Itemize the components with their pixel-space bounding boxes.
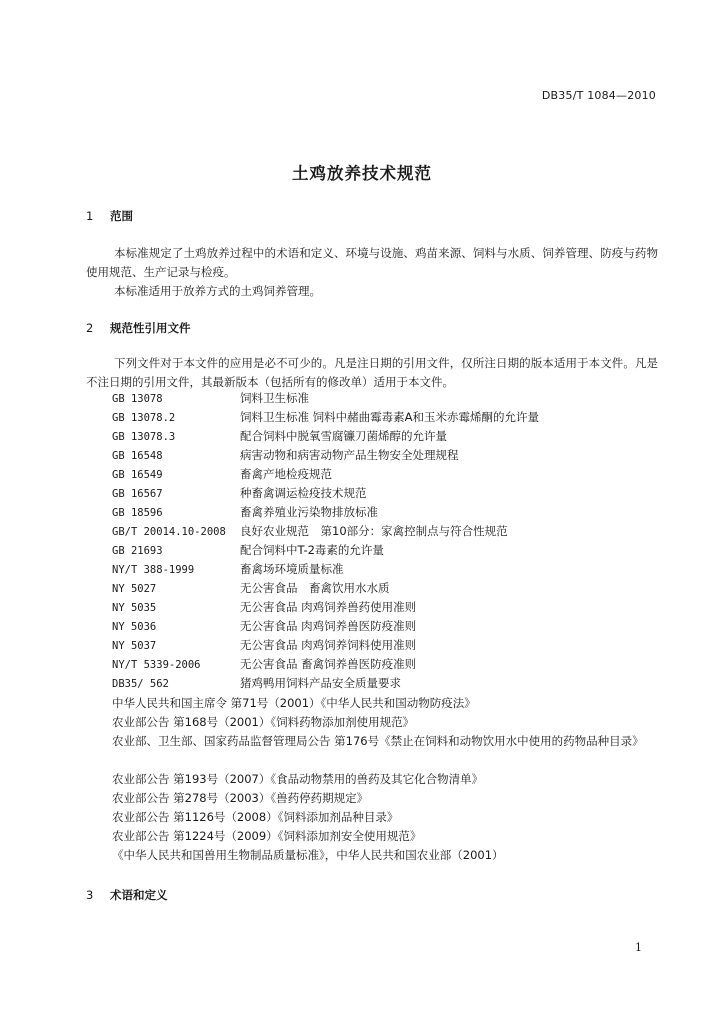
section-1-heading [86, 208, 133, 224]
reference-title: 猪鸡鸭用饲料产品安全质量要求 [240, 676, 401, 690]
reference-extra-line: 中华人民共和国主席令 第71号（2001）《中华人民共和国动物防疫法》 [112, 696, 476, 710]
reference-code: NY/T 5339-2006 [112, 659, 201, 671]
reference-row [86, 617, 658, 636]
section-title: 术语和定义 [110, 888, 168, 902]
scope-paragraph-1: 本标准规定了土鸡放养过程中的术语和定义、环境与设施、鸡苗来源、饲料与水质、饲养管理、防疫与药物使用规范、生产记录与检疫。 [86, 246, 658, 279]
document-title: 土鸡放养技术规范 [292, 164, 432, 183]
reference-title: 无公害食品 肉鸡饲养兽药使用准则 [240, 600, 417, 614]
reference-extra-line: 农业部公告 第278号（2003）《兽药停药期规定》 [112, 791, 369, 805]
reference-code: GB 18596 [112, 507, 163, 519]
reference-code: GB 16548 [112, 450, 163, 462]
standard-code: DB35/T 1084—2010 [541, 89, 656, 102]
reference-extra-line: 农业部公告 第168号（2001）《饲料药物添加剂使用规范》 [112, 715, 415, 729]
reference-code: NY 5037 [112, 640, 157, 652]
reference-row [86, 465, 658, 484]
reference-title: 无公害食品 肉鸡饲养饲料使用准则 [240, 638, 417, 652]
normative-intro: 下列文件对于本文件的应用是必不可少的。凡是注日期的引用文件，仅所注日期的版本适用于本文件。凡是不注日期的引用文件，其最新版本（包括所有的修改单）适用于本文件。 [86, 356, 658, 389]
reference-row [86, 484, 658, 503]
reference-code: GB 16549 [112, 469, 163, 481]
reference-title: 无公害食品 畜禽饮用水水质 [240, 581, 390, 595]
section-3-heading [86, 887, 168, 903]
reference-title: 饲料卫生标准 饲料中赭曲霉毒素A和玉米赤霉烯酮的允许量 [240, 410, 540, 424]
reference-title: 畜禽产地检疫规范 [240, 467, 332, 481]
page-number: 1 [635, 941, 642, 954]
reference-row [86, 408, 658, 427]
reference-code: GB 13078.2 [112, 412, 176, 424]
section-title: 范围 [110, 209, 134, 223]
reference-code: GB 16567 [112, 488, 163, 500]
reference-code: GB 13078 [112, 393, 163, 405]
reference-row [86, 446, 658, 465]
section-2-heading [86, 320, 191, 336]
reference-extra-line: 农业部公告 第1224号（2009）《饲料添加剂安全使用规范》 [112, 829, 422, 843]
reference-row [86, 541, 658, 560]
reference-title: 良好农业规范 第10部分：家禽控制点与符合性规范 [240, 524, 508, 538]
reference-title: 配合饲料中T-2毒素的允许量 [240, 543, 384, 557]
reference-title: 病害动物和病害动物产品生物安全处理规程 [240, 448, 459, 462]
section-number: 1 [86, 209, 94, 223]
reference-title: 种畜禽调运检疫技术规范 [240, 486, 367, 500]
reference-code: GB 13078.3 [112, 431, 176, 443]
reference-row [86, 636, 658, 655]
reference-row [86, 503, 658, 522]
reference-code: GB 21693 [112, 545, 163, 557]
reference-code: NY 5036 [112, 621, 157, 633]
reference-row [86, 522, 658, 541]
reference-title: 无公害食品 畜禽饲养兽医防疫准则 [240, 657, 417, 671]
section-title: 规范性引用文件 [110, 321, 191, 335]
reference-code: DB35/ 562 [112, 678, 169, 690]
reference-row [86, 579, 658, 598]
reference-row [86, 674, 658, 693]
reference-row [86, 389, 658, 408]
reference-title: 畜禽场环境质量标准 [240, 562, 344, 576]
reference-title: 畜禽养殖业污染物排放标准 [240, 505, 378, 519]
reference-row [86, 560, 658, 579]
scope-paragraph-2: 本标准适用于放养方式的土鸡饲养管理。 [114, 284, 321, 298]
reference-row [86, 655, 658, 674]
reference-code: GB/T 20014.10-2008 [112, 526, 226, 538]
reference-code: NY 5027 [112, 583, 157, 595]
reference-extra-line: 农业部、卫生部、国家药品监督管理局公告 第176号《禁止在饲料和动物饮用水中使用的药物品种目录》 [112, 734, 644, 748]
reference-extra-line: 农业部公告 第1126号（2008）《饲料添加剂品种目录》 [112, 810, 399, 824]
reference-extra-line: 《中华人民共和国兽用生物制品质量标准》，中华人民共和国农业部（2001） [112, 848, 504, 862]
reference-list [86, 389, 658, 693]
reference-row [86, 598, 658, 617]
reference-code: NY/T 388-1999 [112, 564, 195, 576]
section-number: 2 [86, 321, 94, 335]
section-number: 3 [86, 888, 94, 902]
reference-row [86, 427, 658, 446]
reference-extra-line: 农业部公告 第193号（2007）《食品动物禁用的兽药及其它化合物清单》 [112, 772, 484, 786]
reference-title: 配合饲料中脱氧雪腐镰刀菌烯醇的允许量 [240, 429, 447, 443]
reference-code: NY 5035 [112, 602, 157, 614]
reference-title: 饲料卫生标准 [240, 391, 309, 405]
reference-title: 无公害食品 肉鸡饲养兽医防疫准则 [240, 619, 417, 633]
